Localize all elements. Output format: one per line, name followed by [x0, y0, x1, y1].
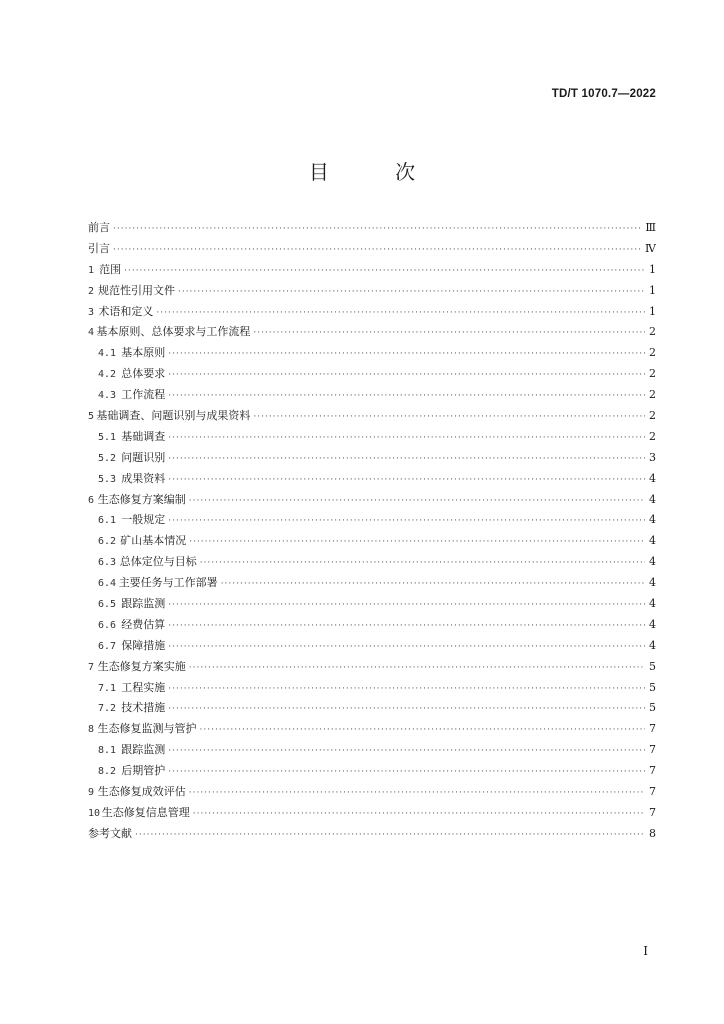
toc-entry[interactable] — [88, 511, 656, 532]
toc-entry[interactable] — [88, 240, 656, 261]
toc-entry-label: 成果资料 — [121, 471, 166, 485]
toc-dot-leader — [135, 830, 645, 840]
toc-entry-page: Ⅳ — [645, 241, 656, 255]
toc-entry-page: 2 — [649, 325, 656, 339]
toc-entry-page: 4 — [649, 534, 656, 548]
toc-entry-label: 技术措施 — [121, 701, 166, 715]
table-of-contents — [88, 219, 656, 846]
toc-entry-number: 6.4 — [98, 578, 117, 590]
toc-dot-leader — [189, 788, 645, 798]
toc-entry-number: 6.7 — [98, 640, 117, 652]
toc-entry-page: 1 — [649, 283, 656, 297]
toc-entry[interactable] — [88, 303, 656, 324]
toc-dot-leader — [124, 266, 645, 276]
toc-entry-number: 8 — [88, 724, 95, 736]
toc-entry-number: 10 — [88, 807, 101, 819]
toc-entry[interactable] — [88, 323, 656, 344]
toc-entry-page: 2 — [649, 367, 656, 381]
toc-entry-page: 2 — [649, 429, 656, 443]
toc-entry-page: 2 — [649, 409, 656, 423]
toc-entry-label: 基础调查、问题识别与成果资料 — [96, 409, 251, 423]
toc-entry[interactable] — [88, 365, 656, 386]
toc-entry[interactable] — [88, 407, 656, 428]
toc-entry-page: 7 — [649, 743, 656, 757]
toc-entry-number: 2 — [88, 285, 95, 297]
toc-entry-number: 6.6 — [98, 619, 117, 631]
toc-entry-number: 6.1 — [98, 515, 117, 527]
toc-entry-page: 4 — [649, 555, 656, 569]
toc-entry-number: 6.2 — [98, 536, 117, 548]
toc-dot-leader — [253, 412, 645, 422]
toc-dot-leader — [168, 767, 645, 777]
toc-entry[interactable] — [88, 219, 656, 240]
toc-entry-label: 生态修复监测与管护 — [97, 722, 197, 736]
toc-entry-page: 2 — [649, 388, 656, 402]
toc-entry-page: Ⅲ — [645, 221, 656, 234]
toc-entry-page: 1 — [649, 262, 656, 276]
toc-entry[interactable] — [88, 386, 656, 407]
toc-entry-label: 生态修复方案编制 — [97, 492, 186, 506]
toc-entry[interactable] — [88, 699, 656, 720]
toc-entry[interactable] — [88, 595, 656, 616]
toc-entry[interactable] — [88, 491, 656, 512]
toc-dot-leader — [221, 579, 645, 589]
toc-entry-number: 3 — [88, 306, 95, 318]
toc-entry[interactable] — [88, 783, 656, 804]
toc-entry-label: 总体定位与目标 — [119, 555, 197, 569]
toc-entry-page: 5 — [649, 701, 656, 715]
toc-entry[interactable] — [88, 804, 656, 825]
toc-entry-label: 跟踪监测 — [121, 597, 166, 611]
toc-dot-leader — [113, 224, 642, 234]
toc-entry-number: 6 — [88, 494, 95, 506]
toc-entry-number: 7.1 — [98, 682, 117, 694]
toc-entry[interactable] — [88, 344, 656, 365]
toc-entry[interactable] — [88, 616, 656, 637]
toc-entry-page: 4 — [649, 513, 656, 527]
page-number: I — [643, 944, 648, 958]
toc-dot-leader — [168, 349, 645, 359]
toc-dot-leader — [168, 746, 645, 756]
toc-entry-page: 7 — [649, 764, 656, 778]
document-code: TD/T 1070.7—2022 — [551, 88, 656, 100]
toc-entry-label: 基础调查 — [121, 429, 166, 443]
toc-entry-number: 4.2 — [98, 369, 117, 381]
toc-dot-leader — [168, 600, 645, 610]
toc-entry-label: 矿山基本情况 — [120, 534, 187, 548]
toc-dot-leader — [168, 433, 645, 443]
toc-entry-number: 5.1 — [98, 431, 117, 443]
toc-entry-label: 问题识别 — [121, 450, 166, 464]
toc-entry[interactable] — [88, 825, 656, 846]
toc-entry-page: 7 — [649, 722, 656, 736]
toc-entry[interactable] — [88, 741, 656, 762]
toc-entry-page: 4 — [649, 471, 656, 485]
toc-entry-label: 经费估算 — [121, 617, 166, 631]
toc-entry-page: 4 — [649, 638, 656, 652]
toc-entry[interactable] — [88, 470, 656, 491]
toc-entry-number: 6.3 — [98, 557, 117, 569]
toc-dot-leader — [253, 328, 645, 338]
toc-entry-page: 1 — [649, 304, 656, 318]
toc-dot-leader — [200, 558, 645, 568]
toc-entry-label: 保障措施 — [121, 638, 166, 652]
toc-entry-number: 7 — [88, 661, 95, 673]
toc-dot-leader — [168, 642, 645, 652]
toc-dot-leader — [168, 621, 645, 631]
toc-entry-label: 一般规定 — [121, 513, 166, 527]
toc-entry-number: 5.2 — [98, 452, 117, 464]
toc-dot-leader — [200, 725, 646, 735]
toc-entry[interactable] — [88, 762, 656, 783]
toc-entry-label: 工程实施 — [121, 680, 166, 694]
toc-entry-label: 基本原则 — [121, 346, 166, 360]
toc-entry-label: 术语和定义 — [98, 304, 154, 318]
toc-dot-leader — [189, 537, 645, 547]
toc-entry[interactable] — [88, 282, 656, 303]
toc-entry-page: 3 — [649, 450, 656, 464]
toc-entry-number: 7.2 — [98, 703, 117, 715]
toc-entry[interactable] — [88, 261, 656, 282]
toc-entry-number: 4.1 — [98, 348, 117, 360]
toc-entry-page: 7 — [649, 785, 656, 799]
toc-entry[interactable] — [88, 658, 656, 679]
toc-dot-leader — [113, 245, 642, 255]
toc-entry-page: 5 — [649, 680, 656, 694]
toc-dot-leader — [178, 287, 645, 297]
toc-dot-leader — [168, 475, 645, 485]
toc-dot-leader — [193, 809, 645, 819]
toc-entry-label: 引言 — [88, 241, 110, 255]
toc-entry-label: 规范性引用文件 — [97, 283, 175, 297]
toc-dot-leader — [168, 454, 645, 464]
page-title: 目 次 — [308, 160, 446, 184]
toc-entry-label: 跟踪监测 — [121, 743, 166, 757]
toc-entry-label: 总体要求 — [121, 367, 166, 381]
toc-entry[interactable] — [88, 428, 656, 449]
toc-entry-page: 8 — [649, 826, 656, 840]
toc-entry-page: 4 — [649, 617, 656, 631]
toc-entry[interactable] — [88, 679, 656, 700]
toc-entry-page: 5 — [649, 659, 656, 673]
toc-dot-leader — [168, 704, 645, 714]
toc-dot-leader — [189, 496, 645, 506]
toc-entry-number: 8.1 — [98, 745, 117, 757]
toc-entry-page: 4 — [649, 597, 656, 611]
toc-entry-number: 1 — [88, 264, 95, 276]
toc-entry-number: 4 — [88, 327, 95, 339]
toc-dot-leader — [168, 370, 645, 380]
toc-entry-number: 5 — [88, 411, 95, 423]
toc-dot-leader — [168, 391, 645, 401]
toc-entry[interactable] — [88, 637, 656, 658]
toc-entry[interactable] — [88, 574, 656, 595]
toc-entry-page: 4 — [649, 576, 656, 590]
toc-dot-leader — [189, 663, 645, 673]
toc-entry-label: 前言 — [88, 221, 110, 234]
toc-entry-label: 生态修复方案实施 — [97, 659, 186, 673]
toc-entry-label: 生态修复成效评估 — [97, 785, 186, 799]
toc-entry-number: 8.2 — [98, 766, 117, 778]
toc-entry-number: 9 — [88, 787, 95, 799]
toc-entry-number: 5.3 — [98, 473, 117, 485]
toc-entry-page: 7 — [649, 805, 656, 819]
toc-entry-page: 2 — [649, 346, 656, 360]
toc-dot-leader — [156, 308, 645, 318]
toc-entry-label: 基本原则、总体要求与工作流程 — [96, 325, 251, 339]
toc-entry-label: 工作流程 — [121, 388, 166, 402]
toc-entry-number: 6.5 — [98, 599, 117, 611]
toc-entry-page: 4 — [649, 492, 656, 506]
toc-dot-leader — [168, 684, 645, 694]
toc-entry[interactable] — [88, 720, 656, 741]
toc-entry-label: 生态修复信息管理 — [101, 805, 190, 819]
toc-entry-number: 4.3 — [98, 390, 117, 402]
toc-entry-label: 后期管护 — [121, 764, 166, 778]
toc-entry[interactable] — [88, 449, 656, 470]
toc-entry[interactable] — [88, 553, 656, 574]
toc-entry-label: 主要任务与工作部署 — [118, 576, 218, 590]
toc-entry[interactable] — [88, 532, 656, 553]
toc-entry-label: 参考文献 — [88, 826, 132, 840]
toc-dot-leader — [168, 516, 645, 526]
toc-entry-label: 范围 — [99, 262, 122, 276]
